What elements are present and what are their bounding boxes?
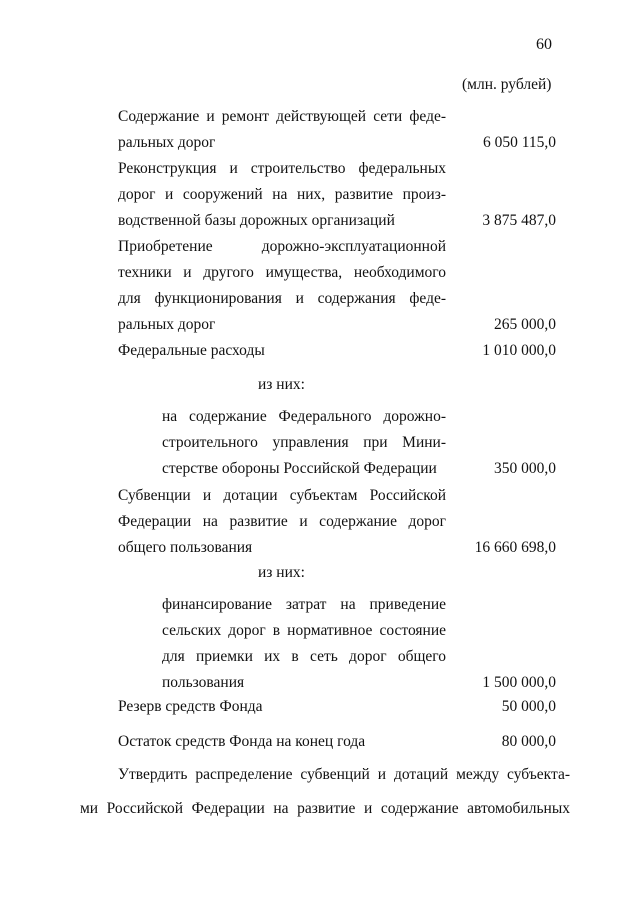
item-value: 6 050 115,0 <box>482 134 556 151</box>
item-line: техники и другого имущества, необходимого <box>118 264 446 281</box>
item-line: водственной базы дорожных организаций <box>118 212 395 229</box>
item-line: Резерв средств Фонда <box>118 698 263 715</box>
item-value: 265 000,0 <box>494 316 556 333</box>
item-value: 3 875 487,0 <box>482 212 556 229</box>
item-line: пользования <box>162 674 245 691</box>
item-value: 1 500 000,0 <box>482 674 556 691</box>
item-line: Приобретение дорожно-эксплуатационной <box>118 238 446 255</box>
item-line: Субвенции и дотации субъектам Российской <box>118 487 446 504</box>
item-line: для приемки их в сеть дорог общего <box>162 648 446 665</box>
paragraph-line: Утвердить распределение субвенций и дотаций между субъекта- <box>118 766 570 783</box>
item-line: Федеральные расходы <box>118 342 265 359</box>
item-line: для функционирования и содержания феде- <box>118 290 446 307</box>
subheading-of-which: из них: <box>258 564 305 581</box>
item-line: строительного управления при Мини- <box>162 434 446 451</box>
item-line: ральных дорог <box>118 316 216 333</box>
page-number: 60 <box>536 36 552 53</box>
item-value: 16 660 698,0 <box>474 539 556 556</box>
item-value: 50 000,0 <box>501 698 556 715</box>
item-line: Содержание и ремонт действующей сети феде- <box>118 108 446 125</box>
item-line: ральных дорог <box>118 134 216 151</box>
item-line: общего пользования <box>118 539 253 556</box>
item-line: финансирование затрат на приведение <box>162 596 446 613</box>
subheading-of-which: из них: <box>258 376 305 393</box>
paragraph-line: ми Российской Федерации на развитие и содержание автомобильных <box>80 800 570 817</box>
item-line: Остаток средств Фонда на конец года <box>118 733 366 750</box>
item-line: стерстве обороны Российской Федерации <box>162 460 437 477</box>
item-value: 80 000,0 <box>501 733 556 750</box>
item-line: сельских дорог в нормативное состояние <box>162 622 446 639</box>
item-value: 1 010 000,0 <box>482 342 556 359</box>
item-line: на содержание Федерального дорожно- <box>162 408 446 425</box>
item-line: дорог и сооружений на них, развитие произ- <box>118 186 446 203</box>
units-label: (млн. рублей) <box>462 76 552 93</box>
item-line: Реконструкция и строительство федеральных <box>118 160 446 177</box>
item-line: Федерации на развитие и содержание дорог <box>118 513 446 530</box>
item-value: 350 000,0 <box>494 460 556 477</box>
